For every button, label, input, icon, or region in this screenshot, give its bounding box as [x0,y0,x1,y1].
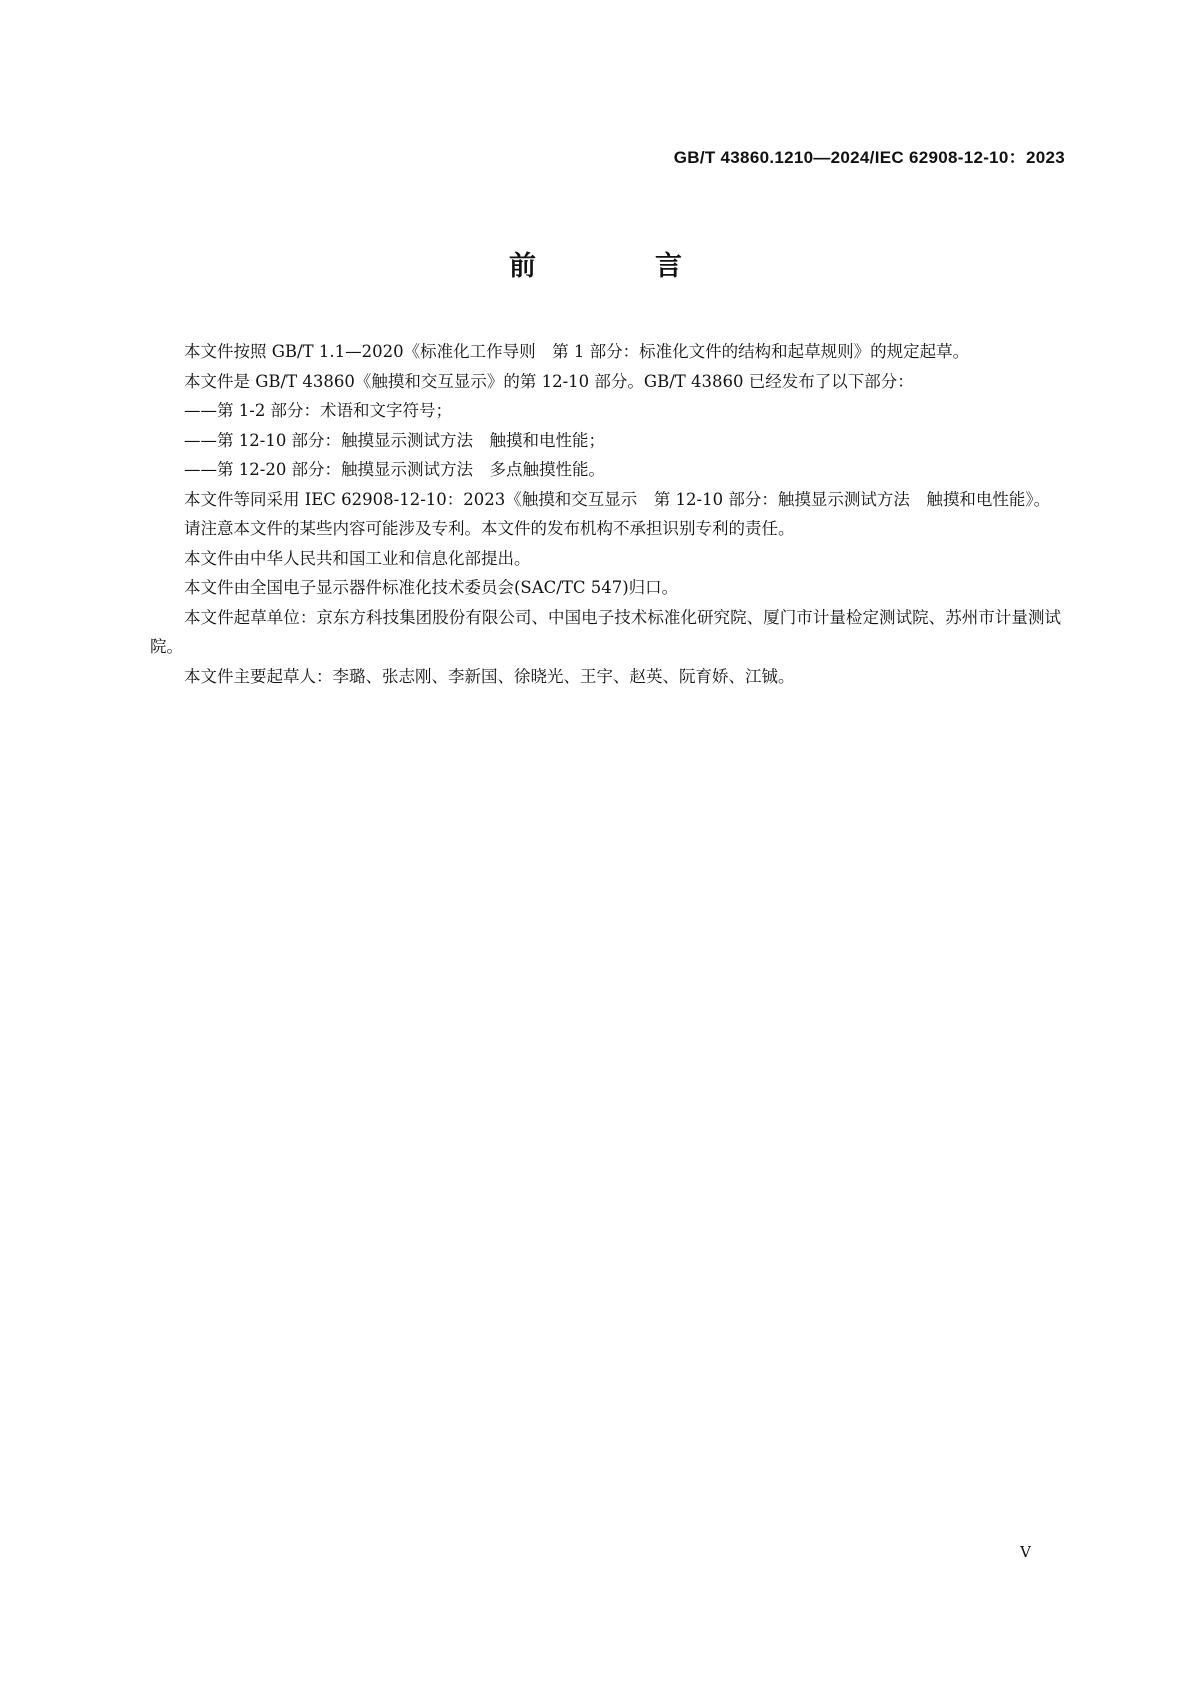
paragraph-main-drafters: 本文件主要起草人：李璐、张志刚、李新国、徐晓光、王宇、赵英、阮育娇、江铖。 [184,666,795,686]
paragraph-proposed-by: 本文件由中华人民共和国工业和信息化部提出。 [184,548,531,568]
page-number: V [1020,1543,1031,1561]
list-item-part-1-2: ——第 1-2 部分：术语和文字符号； [184,401,453,420]
paragraph-patent-notice: 请注意本文件的某些内容可能涉及专利。本文件的发布机构不承担识别专利的责任。 [184,519,795,538]
paragraph-identical-adoption: 本文件等同采用 IEC 62908-12-10：2023《触摸和交互显示 第 12-10 部分：触摸显示测试方法 触摸和电性能》。 [184,489,1051,509]
paragraph-drafting-units: 本文件起草单位：京东方科技集团股份有限公司、中国电子技术标准化研究院、厦门市计量检定测试院、苏州市计量测试院。 [150,607,1061,656]
list-item-part-12-10: ——第 12-10 部分：触摸显示测试方法 触摸和电性能； [184,430,606,450]
paragraph-under-jurisdiction: 本文件由全国电子显示器件标准化技术委员会(SAC/TC 547)归口。 [184,578,679,597]
list-item-part-12-20: ——第 12-20 部分：触摸显示测试方法 多点触摸性能。 [184,460,606,479]
paragraph-drafting-rules: 本文件按照 GB/T 1.1—2020《标准化工作导则 第 1 部分：标准化文件的结构和起草规则》的规定起草。 [184,342,970,361]
foreword-title: 前 言 [509,251,728,282]
document-code-header: GB/T 43860.1210—2024/IEC 62908-12-10：2023 [673,148,1065,167]
foreword-body [150,337,1061,691]
paragraph-series-part: 本文件是 GB/T 43860《触摸和交互显示》的第 12-10 部分。GB/T 43860 已经发布了以下部分： [184,371,914,391]
